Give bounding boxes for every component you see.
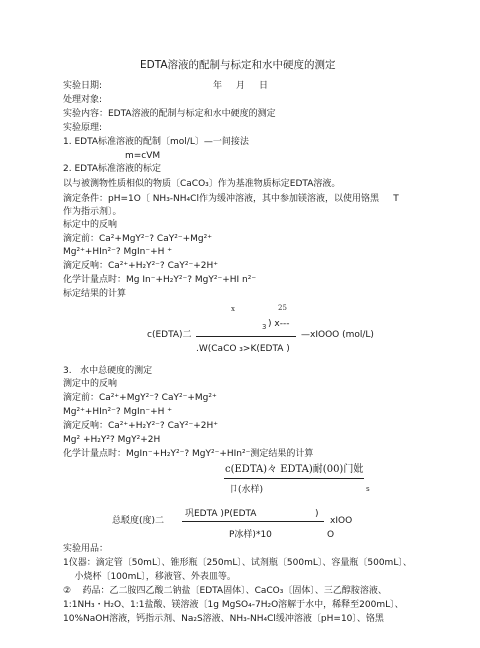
section-2-line: 以与被测物性质相似的物质〔CaCO₃〕作为基准物质标定EDTA溶液。: [63, 179, 341, 189]
formula-2-O: O: [327, 530, 335, 540]
section-3-line: 滴定前：Ca²⁺+MgY²⁻? CaY²⁻+Mg²⁺: [63, 393, 217, 403]
formula-1-x: x: [231, 305, 235, 313]
page-title: EDTA溶液的配制与标定和水中硬度的测定: [140, 59, 336, 71]
formula-2-label: 总駁度(度)二: [112, 516, 165, 526]
formula-2-top-bar: [224, 478, 364, 479]
section-2-line: 滴定前：Ca²+MgY²⁻? CaY²⁻+Mg²⁺: [63, 234, 212, 244]
section-2-heading: 2. EDTA标准溶液的标定: [63, 164, 162, 174]
formula-1-rhs: —xIOOO (mol/L): [301, 330, 374, 340]
formula-2-top: c(EDTA)々 EDTA)耐(00)门妣: [225, 464, 364, 475]
supplies-line: ② 药品：乙二胺四乙酸二钠盐〔EDTA固体〕、CaCO₃〔固体〕、三乙醇胺溶液、: [63, 586, 387, 596]
section-3-line: 化学计量点时：MgIn⁻+H₂Y²⁻? MgY²⁻+HIn²⁻测定结果的计算: [63, 449, 314, 459]
formula-2-denominator: P冰样)*10: [229, 530, 272, 540]
supplies-heading: 实验用品：: [63, 544, 109, 554]
formula-1-25: 25: [278, 304, 287, 312]
section-3-line: Mg² +H₂Y²? MgY²+2H: [63, 435, 161, 445]
date-month: 月: [236, 81, 246, 91]
date-day: 日: [259, 81, 269, 91]
formula-1-lhs: c(EDTA)二: [147, 330, 192, 340]
section-2-line: 标定结果的计算: [63, 289, 127, 299]
formula-1-denominator: .W(CaCO ₃>K(EDTA ): [196, 344, 290, 354]
supplies-line: 小烧杯〔100mL〕，移液管、外表皿等。: [63, 572, 236, 582]
section-2-line: 标定中的反响: [63, 220, 118, 230]
section-3-line: 滴定反响：Ca²⁺+H₂Y²⁻? CaY²⁻+2H⁺: [63, 421, 219, 431]
section-2-line: 滴定条件：pH=1O〔 NH₃-NH₄Cl作为缓冲溶液，其中参加镁溶液，以使用铬黑 T: [63, 194, 399, 204]
object-label: 处理对象:: [63, 95, 103, 105]
section-2-line: 化学计量点时：Mg In⁻+H₂Y²⁻? MgY²⁻+HI n²⁻: [63, 275, 257, 285]
supplies-line: 10%NaOH溶液，钙指示剂、Na₂S溶液、NH₃-NH₄Cl缓冲溶液〔pH=10〕、铬黑: [63, 614, 384, 624]
formula-1-bracket: ) x---: [268, 319, 290, 329]
formula-2-mid: 卩(水样): [229, 485, 264, 495]
section-2-line: 滴定反响：Ca²⁺+H₂Y²⁻? CaY²⁻+2H⁺: [63, 261, 219, 271]
formula-1-sub3: 3: [262, 323, 267, 331]
section-3-line: Mg²⁺+HIn²⁻? MgIn⁻+H ⁺: [63, 407, 173, 417]
formula-2-fraction-bar: [182, 521, 324, 522]
section-1-formula: m=cVM: [125, 151, 161, 161]
formula-2-mid-s: s: [366, 485, 370, 493]
supplies-line: 1仪器：滴定管〔50mL〕、锥形瓶〔250mL〕、试剂瓶〔500mL〕、容量瓶〔500mL〕、: [63, 558, 412, 568]
section-1-heading: 1. EDTA标准溶液的配制〔mol/L〕—一间接法: [63, 137, 249, 147]
experiment-date-label: 实验日期:: [63, 81, 103, 91]
principle-label: 实验原理:: [63, 123, 103, 133]
section-3-line: 测定中的反响: [63, 379, 118, 389]
section-3-heading: 3. 水中总硬度的测定: [63, 366, 153, 376]
formula-2-numerator-close: ): [315, 509, 319, 519]
section-2-line: Mg²⁺+HIn²⁻? MgIn⁻+H ⁺: [63, 247, 173, 257]
date-year: 年: [213, 81, 223, 91]
formula-2-numerator: 巩EDTA )P(EDTA: [185, 509, 257, 519]
content-line: 实验内容：EDTA溶液的配制与标定和水中硬度的测定: [63, 109, 276, 119]
section-2-line: 作为指示剂〕。: [63, 207, 122, 217]
formula-1-fraction-bar: [196, 336, 296, 337]
supplies-line: 1:1NH₃・H₂O、1:1盐酸、镁溶液〔1g MgSO₄-7H₂O溶解于水中，稀释至200mL〕、: [63, 600, 404, 610]
formula-2-x1000: xIOO: [330, 516, 353, 526]
